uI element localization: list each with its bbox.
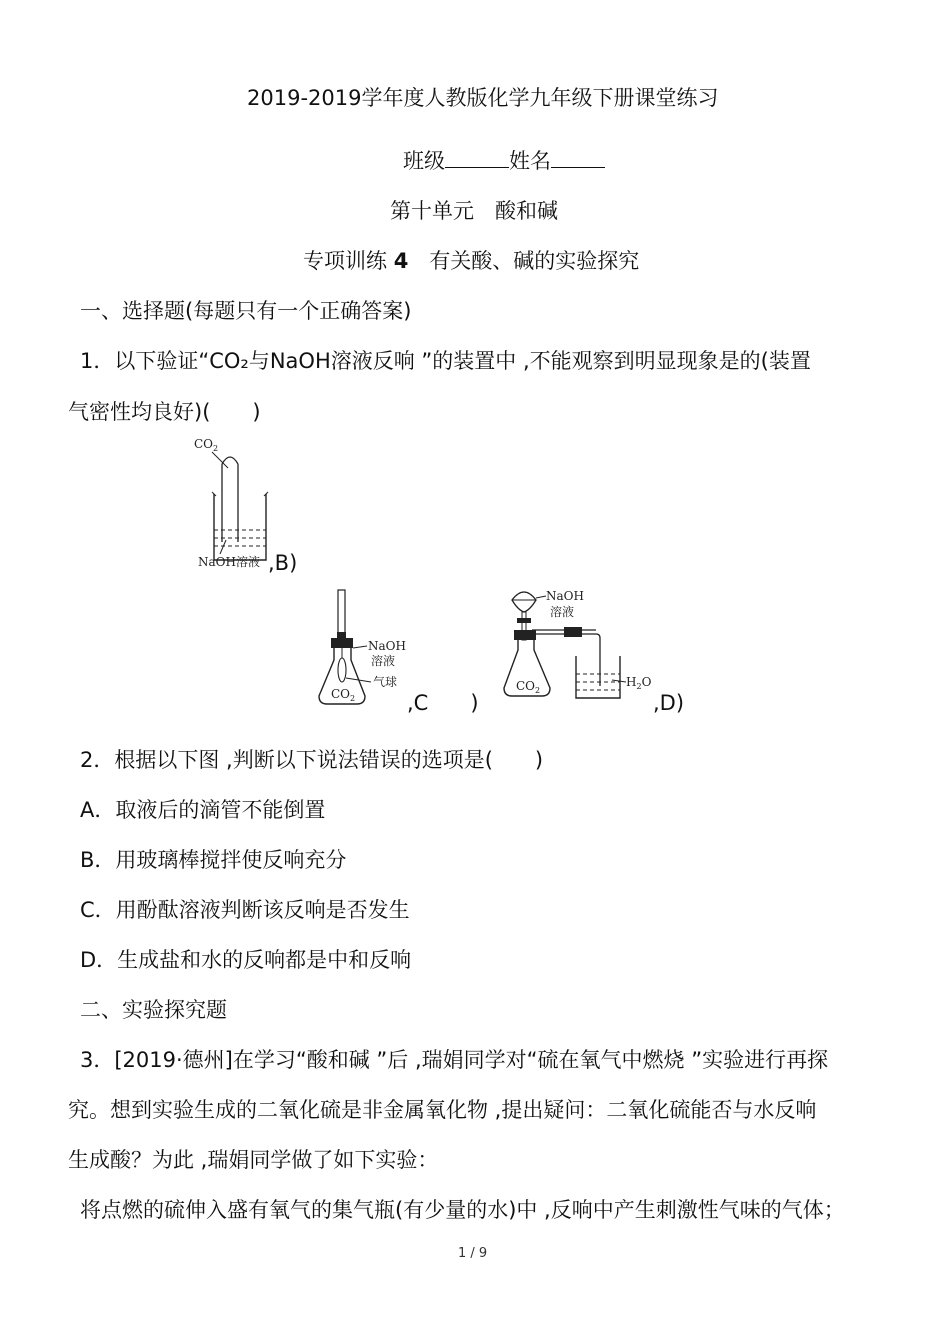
figure-c-apparatus [313, 588, 413, 713]
section2-heading: 二、实验探究题 [80, 998, 227, 1022]
figb-solution-label: NaOH溶液 [198, 555, 260, 569]
figure-d-apparatus [500, 580, 660, 708]
figc-balloon-label: 气球 [373, 675, 398, 689]
figd-water-label: $H_2O$ [626, 675, 652, 691]
figd-delivery-tube [532, 634, 600, 686]
figb-test-tube [222, 457, 238, 542]
figd-naoh-label: NaOH [546, 589, 584, 603]
page-number: 1 / 9 [458, 1246, 488, 1261]
figd-co2-label: $CO_2$ [516, 679, 541, 695]
figure-b-option: ,B) [268, 551, 298, 575]
figure-c-option: ,C ) [407, 691, 479, 715]
name-label: 姓名 [509, 149, 551, 173]
q3-line3: 生成酸？为此 ,瑞娟同学做了如下实验： [68, 1148, 439, 1172]
class-blank[interactable] [445, 147, 509, 168]
q2-option-d: D．生成盐和水的反响都是中和反响 [80, 948, 412, 972]
figc-co2-label: $CO_2$ [331, 687, 356, 703]
q3-line1: 3．[2019·德州]在学习“酸和碱 ”后 ,瑞娟同学对“硫在氧气中燃烧 ”实验进行再探 [80, 1048, 829, 1072]
q2-stem: 2．根据以下图 ,判断以下说法错误的选项是( ) [80, 748, 544, 772]
topic-text: 有关酸、碱的实验探究 [429, 249, 640, 273]
q1-stem-line1: 1．以下验证“CO₂与NaOH溶液反响 ”的装置中 ,不能观察到明显现象是的(装置 [80, 349, 811, 373]
class-name-line [403, 147, 605, 175]
topic-title [303, 247, 639, 275]
figure-b-apparatus [192, 432, 272, 572]
figd-beaker [576, 656, 620, 698]
q1-stem-line2: 气密性均良好)( ) [68, 400, 261, 424]
figure-d-option: ,D) [653, 691, 685, 715]
class-label: 班级 [403, 149, 445, 173]
q2-option-c: C．用酚酞溶液判断该反响是否发生 [80, 898, 410, 922]
topic-prefix: 专项训练 [303, 249, 387, 273]
name-blank[interactable] [551, 147, 605, 168]
figc-naoh-label: NaOH [368, 639, 406, 653]
q3-line4: 将点燃的硫伸入盛有氧气的集气瓶(有少量的水)中 ,反响中产生刺激性气味的气体； [80, 1198, 845, 1222]
figd-solution-label: 溶液 [550, 605, 575, 619]
figd-stopper [514, 630, 536, 640]
q2-option-b: B．用玻璃棒搅拌使反响充分 [80, 848, 347, 872]
topic-number: 4 [393, 249, 409, 273]
q2-option-a: A．取液后的滴管不能倒置 [80, 798, 326, 822]
section1-heading: 一、选择题(每题只有一个正确答案) [80, 299, 412, 323]
figc-stopper [331, 638, 353, 648]
q3-line2: 究。想到实验生成的二氧化硫是非金属氧化物 ,提出疑问：二氧化硫能否与水反响 [68, 1098, 817, 1122]
figc-solution-label: 溶液 [371, 654, 396, 668]
unit-title: 第十单元 酸和碱 [390, 199, 558, 223]
figd-funnel [512, 592, 536, 612]
figb-co2-label: $CO_2$ [194, 437, 219, 453]
figc-balloon [338, 658, 346, 682]
document-title: 2019-2019学年度人教版化学九年级下册课堂练习 [247, 86, 719, 110]
